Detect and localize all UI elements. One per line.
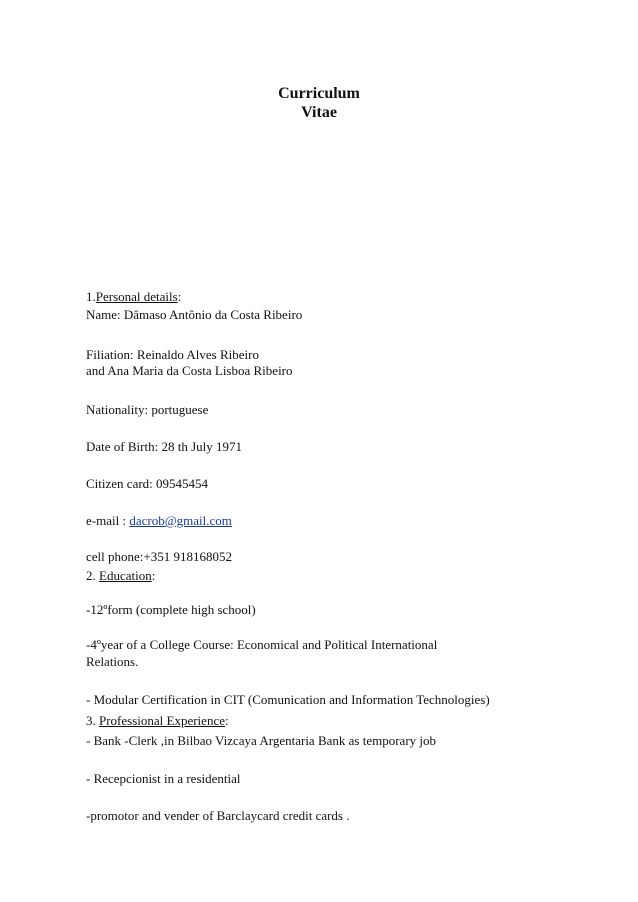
section-number: 2. (86, 568, 99, 583)
email-line (86, 513, 232, 529)
section-number: 3. (86, 713, 99, 728)
name-line: Name: Dâmaso Antônio da Costa Ribeiro (86, 307, 303, 322)
experience-item-3: -promotor and vender of Barclaycard credit cards . (86, 808, 350, 823)
section-colon: : (224, 713, 229, 728)
citizen-card-line: Citizen card: 09545454 (86, 476, 209, 491)
section-colon: : (177, 289, 182, 304)
email-link[interactable]: dacrob@gmail.com (129, 513, 232, 528)
cell-phone-line: cell phone:+351 918168052 (86, 549, 232, 564)
email-label: e-mail : (86, 513, 130, 528)
section-number: 1. (86, 289, 96, 304)
date-of-birth-line: Date of Birth: 28 th July 1971 (86, 439, 242, 454)
filiation-line-1: Filiation: Reinaldo Alves Ribeiro (86, 347, 259, 362)
education-item-2-line-1: -4ºyear of a College Course: Economical and Political International (86, 637, 438, 652)
section-title: Personal details (95, 289, 178, 304)
education-item-1: -12ºform (complete high school) (86, 602, 256, 617)
section-title: Education (99, 568, 152, 583)
nationality-line: Nationality: portuguese (86, 402, 209, 417)
personal-details-heading (86, 289, 181, 305)
experience-item-2: - Recepcionist in a residential (86, 771, 241, 786)
experience-item-1: - Bank -Clerk ,in Bilbao Vizcaya Argentaria Bank as temporary job (86, 733, 437, 748)
experience-heading (86, 713, 229, 729)
title-line-2: Vitae (301, 104, 337, 121)
filiation-line-2: and Ana Maria da Costa Lisboa Ribeiro (86, 363, 293, 378)
education-item-2-line-2: Relations. (86, 654, 139, 669)
title-line-1: Curriculum (278, 85, 360, 102)
education-heading (86, 568, 155, 584)
section-title: Professional Experience (99, 713, 225, 728)
section-colon: : (151, 568, 156, 583)
education-item-3: - Modular Certification in CIT (Comunication and Information Technologies) (86, 692, 490, 707)
